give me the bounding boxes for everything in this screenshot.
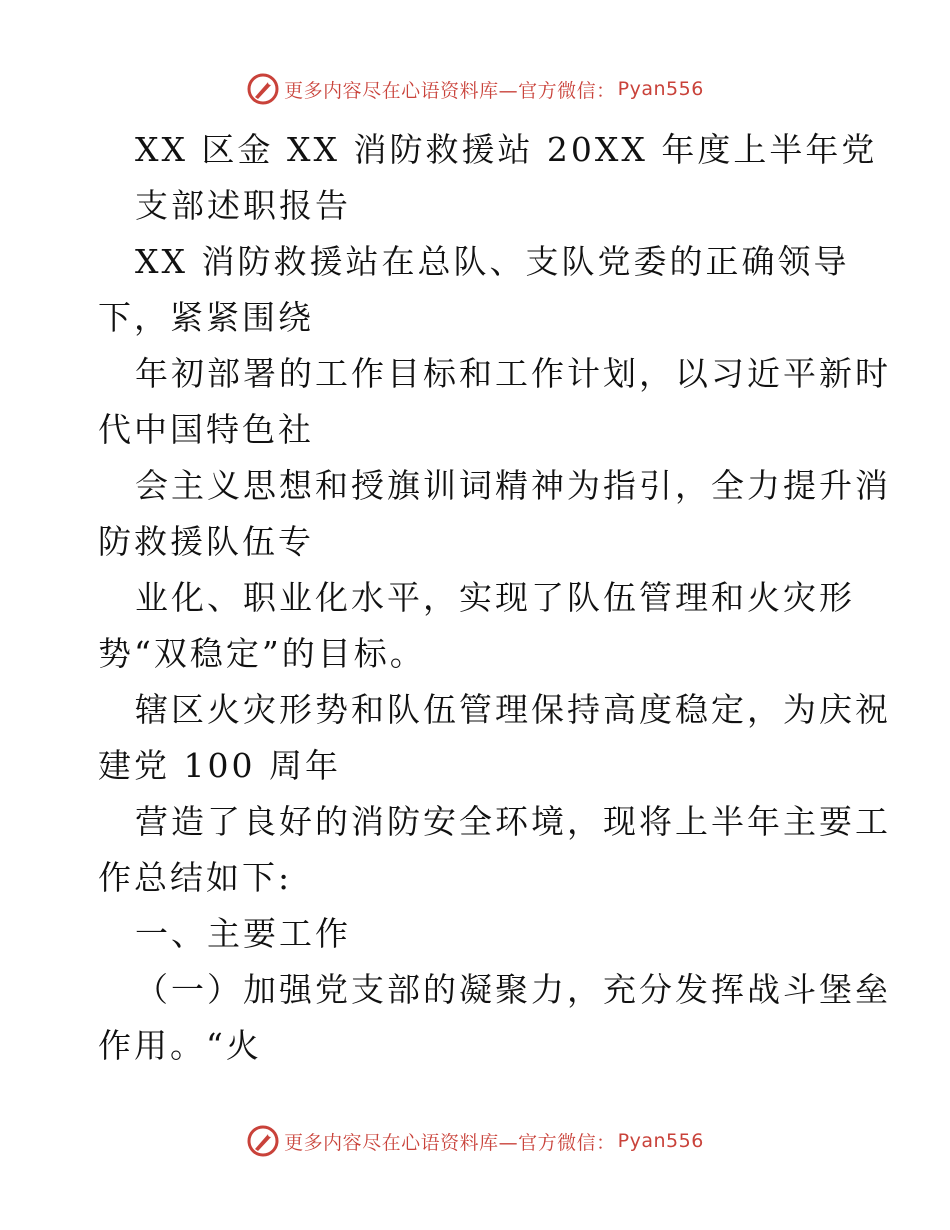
pen-logo-icon bbox=[246, 72, 280, 106]
doc-paragraph-line: 防救援队伍专 bbox=[98, 522, 314, 561]
doc-paragraph-line: 下，紧紧围绕 bbox=[98, 298, 314, 337]
header-watermark bbox=[0, 72, 950, 106]
watermark-id: Pyan556 bbox=[617, 1130, 704, 1152]
doc-paragraph-line: 代中国特色社 bbox=[98, 410, 314, 449]
doc-title-line-1: XX 区金 XX 消防救援站 20XX 年度上半年党 bbox=[135, 130, 878, 169]
section-heading: 一、主要工作 bbox=[135, 914, 351, 953]
doc-paragraph-line: 年初部署的工作目标和工作计划，以习近平新时 bbox=[135, 354, 891, 393]
document-body bbox=[98, 122, 891, 1074]
watermark-text: 更多内容尽在心语资料库—官方微信： bbox=[284, 79, 616, 102]
subsection-heading: （一）加强党支部的凝聚力，充分发挥战斗堡垒 bbox=[135, 970, 891, 1009]
doc-paragraph-line: 作用。“火 bbox=[98, 1026, 262, 1065]
watermark-text: 更多内容尽在心语资料库—官方微信： bbox=[284, 1131, 616, 1154]
doc-paragraph-line: 业化、职业化水平，实现了队伍管理和火灾形 bbox=[135, 578, 855, 617]
doc-paragraph-line: 作总结如下: bbox=[98, 858, 293, 897]
doc-paragraph-line: 建党 100 周年 bbox=[98, 746, 341, 785]
watermark-id: Pyan556 bbox=[617, 78, 704, 100]
doc-paragraph-line: 辖区火灾形势和队伍管理保持高度稳定，为庆祝 bbox=[135, 690, 891, 729]
doc-paragraph-line: 势“双稳定”的目标。 bbox=[98, 634, 426, 673]
pen-logo-icon bbox=[246, 1124, 280, 1158]
doc-paragraph-line: 营造了良好的消防安全环境，现将上半年主要工 bbox=[135, 802, 891, 841]
doc-paragraph-line: 会主义思想和授旗训词精神为指引，全力提升消 bbox=[135, 466, 891, 505]
doc-paragraph-line: XX 消防救援站在总队、支队党委的正确领导 bbox=[135, 242, 850, 281]
doc-title-line-2: 支部述职报告 bbox=[135, 186, 351, 225]
footer-watermark bbox=[0, 1124, 950, 1158]
